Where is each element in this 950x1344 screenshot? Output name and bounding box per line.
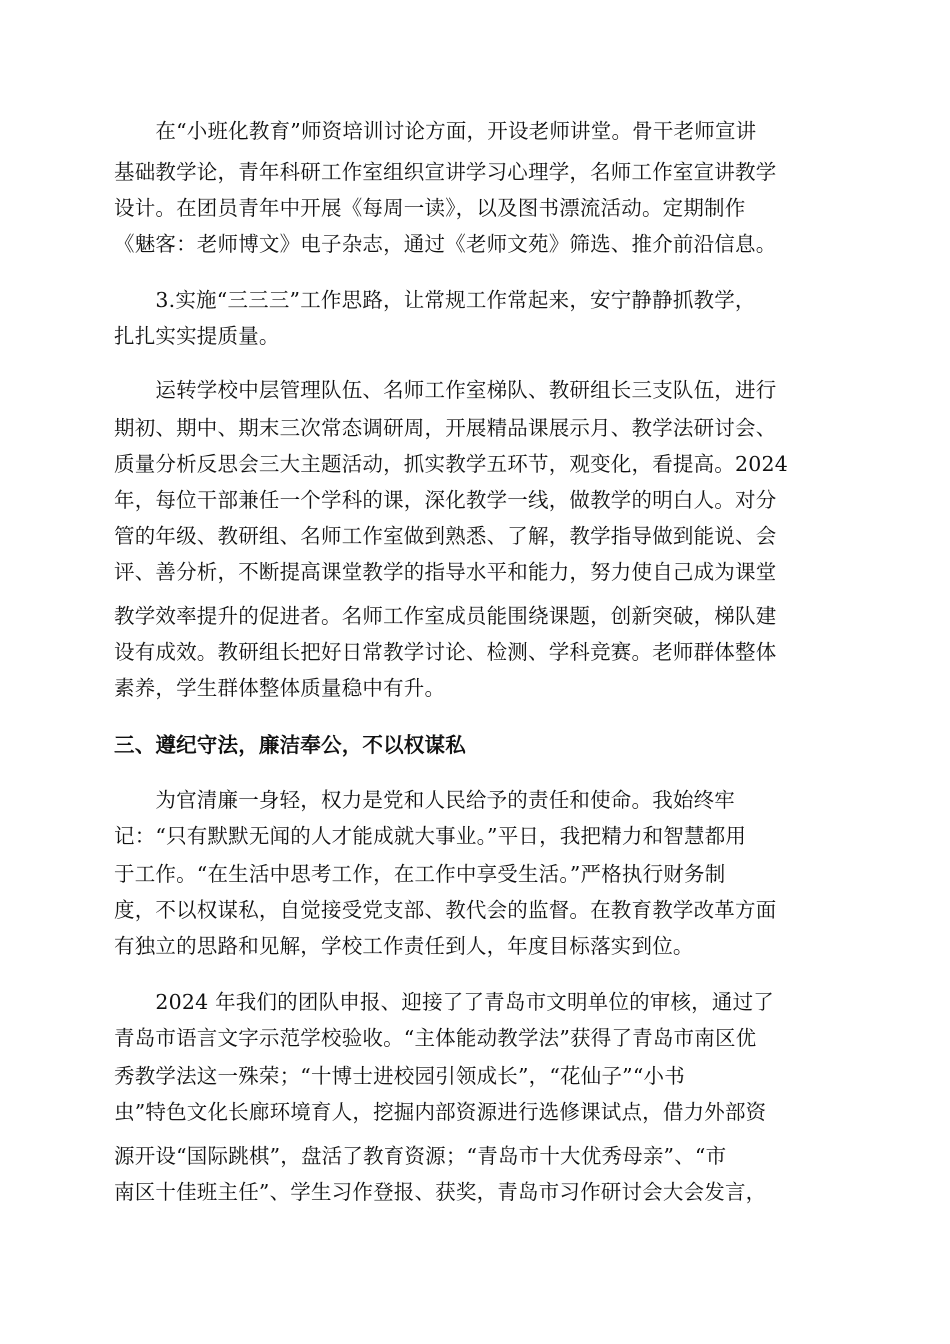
paragraph-line: 青岛市语言文字示范学校验收。“主体能动教学法”获得了青岛市南区优 xyxy=(114,1026,757,1050)
paragraph-line: 质量分析反思会三大主题活动，抓实教学五环节，观变化，看提高。2024 xyxy=(114,452,788,476)
paragraph-line: 2024 年我们的团队申报、迎接了了青岛市文明单位的审核，通过了 xyxy=(114,990,774,1014)
paragraph-line: 《魅客：老师博文》电子杂志，通过《老师文苑》筛选、推介前沿信息。 xyxy=(114,232,777,256)
paragraph-line: 虫”特色文化长廊环境育人，挖掘内部资源进行选修课试点，借力外部资 xyxy=(114,1100,767,1124)
paragraph-line: 南区十佳班主任”、学生习作登报、获奖，青岛市习作研讨会大会发言， xyxy=(114,1180,767,1204)
section-heading: 三、遵纪守法，廉洁奉公，不以权谋私 xyxy=(114,733,466,757)
paragraph-line: 源开设“国际跳棋”，盘活了教育资源；“青岛市十大优秀母亲”、“市 xyxy=(114,1144,727,1168)
paragraph-line: 管的年级、教研组、名师工作室做到熟悉、了解，教学指导做到能说、会 xyxy=(114,524,777,548)
paragraph-line: 期初、期中、期末三次常态调研周，开展精品课展示月、教学法研讨会、 xyxy=(114,416,777,440)
paragraph-line: 记：“只有默默无闻的人才能成就大事业。”平日，我把精力和智慧都用 xyxy=(114,824,747,848)
paragraph-line: 年，每位干部兼任一个学科的课，深化教学一线，做教学的明白人。对分 xyxy=(114,488,777,512)
paragraph-line: 素养，学生群体整体质量稳中有升。 xyxy=(114,676,446,700)
paragraph-line: 于工作。“在生活中思考工作，在工作中享受生活。”严格执行财务制 xyxy=(114,862,726,886)
paragraph-line: 基础教学论，青年科研工作室组织宣讲学习心理学，名师工作室宣讲教学 xyxy=(114,160,777,184)
paragraph-line: 在“小班化教育”师资培训讨论方面，开设老师讲堂。骨干老师宣讲 xyxy=(114,119,757,143)
paragraph-line: 设有成效。教研组长把好日常教学讨论、检测、学科竞赛。老师群体整体 xyxy=(114,640,777,664)
paragraph-line: 度，不以权谋私，自觉接受党支部、教代会的监督。在教育教学改革方面 xyxy=(114,898,777,922)
paragraph-line: 扎扎实实提质量。 xyxy=(114,324,280,348)
paragraph-line: 设计。在团员青年中开展《每周一读》，以及图书漂流活动。定期制作 xyxy=(114,196,746,220)
paragraph-line: 秀教学法这一殊荣；“十博士进校园引领成长”，“花仙子”“小书 xyxy=(114,1064,685,1088)
paragraph-line: 为官清廉一身轻，权力是党和人民给予的责任和使命。我始终牢 xyxy=(114,788,735,812)
paragraph-line: 3.实施“三三三”工作思路，让常规工作常起来，安宁静静抓教学， xyxy=(114,288,756,312)
paragraph-line: 评、善分析，不断提高课堂教学的指导水平和能力，努力使自己成为课堂 xyxy=(114,560,777,584)
paragraph-line: 运转学校中层管理队伍、名师工作室梯队、教研组长三支队伍，进行 xyxy=(114,378,777,402)
paragraph-line: 教学效率提升的促进者。名师工作室成员能围绕课题，创新突破，梯队建 xyxy=(114,604,777,628)
paragraph-line: 有独立的思路和见解，学校工作责任到人，年度目标落实到位。 xyxy=(114,934,694,958)
